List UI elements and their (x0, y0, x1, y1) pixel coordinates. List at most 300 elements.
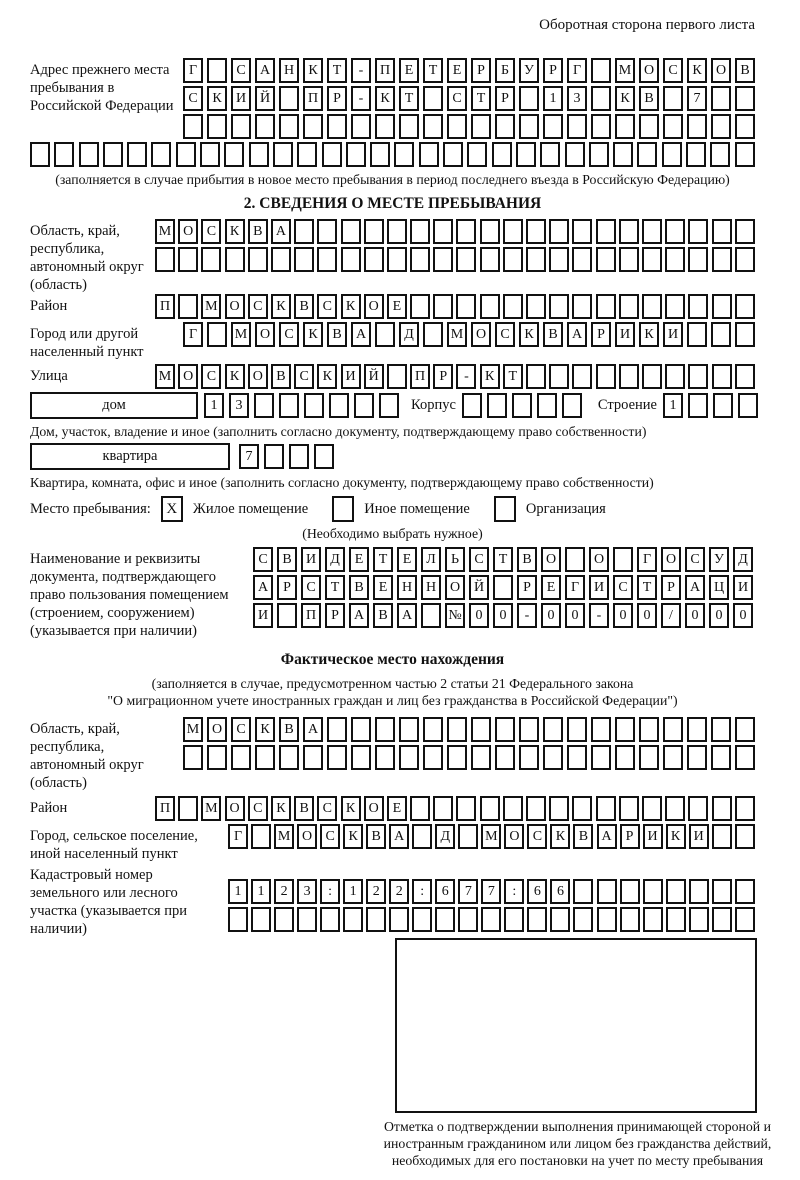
char-box[interactable] (596, 294, 616, 319)
char-box[interactable] (549, 796, 569, 821)
char-box[interactable]: Е (387, 294, 407, 319)
char-box[interactable] (519, 114, 539, 139)
char-box[interactable] (549, 294, 569, 319)
char-box[interactable] (689, 879, 709, 904)
char-box[interactable]: И (231, 86, 251, 111)
char-box[interactable]: В (366, 824, 386, 849)
char-box[interactable]: С (201, 219, 221, 244)
char-box[interactable]: О (364, 796, 384, 821)
char-box[interactable]: Д (733, 547, 753, 572)
char-box[interactable]: М (615, 58, 635, 83)
char-box[interactable] (183, 745, 203, 770)
char-box[interactable] (619, 219, 639, 244)
char-box[interactable] (271, 247, 291, 272)
char-box[interactable]: К (519, 322, 539, 347)
char-box[interactable]: Р (543, 58, 563, 83)
char-box[interactable] (567, 114, 587, 139)
char-box[interactable] (712, 907, 732, 932)
char-box[interactable]: И (733, 575, 753, 600)
char-box[interactable]: С (201, 364, 221, 389)
char-box[interactable] (572, 294, 592, 319)
char-box[interactable]: А (567, 322, 587, 347)
char-box[interactable] (735, 907, 755, 932)
char-box[interactable]: Б (495, 58, 515, 83)
char-box[interactable]: - (351, 86, 371, 111)
char-box[interactable] (665, 294, 685, 319)
char-box[interactable]: О (207, 717, 227, 742)
char-box[interactable]: И (615, 322, 635, 347)
char-box[interactable] (565, 142, 585, 167)
char-box[interactable] (567, 717, 587, 742)
char-box[interactable] (412, 907, 432, 932)
char-box[interactable]: - (589, 603, 609, 628)
char-box[interactable]: К (341, 796, 361, 821)
char-box[interactable] (643, 879, 663, 904)
char-box[interactable] (255, 745, 275, 770)
char-box[interactable]: А (349, 603, 369, 628)
char-box[interactable] (615, 745, 635, 770)
char-box[interactable] (433, 294, 453, 319)
char-box[interactable] (255, 114, 275, 139)
char-box[interactable] (615, 114, 635, 139)
char-box[interactable]: П (410, 364, 430, 389)
char-box[interactable]: - (456, 364, 476, 389)
char-box[interactable] (666, 907, 686, 932)
char-box[interactable]: Й (469, 575, 489, 600)
char-box[interactable] (297, 907, 317, 932)
char-box[interactable] (619, 364, 639, 389)
char-box[interactable]: И (253, 603, 273, 628)
char-box[interactable] (79, 142, 99, 167)
char-box[interactable]: С (320, 824, 340, 849)
char-box[interactable] (519, 745, 539, 770)
char-box[interactable]: О (639, 58, 659, 83)
char-box[interactable] (687, 322, 707, 347)
char-box[interactable] (375, 114, 395, 139)
char-box[interactable] (712, 364, 732, 389)
char-box[interactable] (549, 364, 569, 389)
char-box[interactable]: В (373, 603, 393, 628)
char-box[interactable] (596, 219, 616, 244)
char-box[interactable]: Е (397, 547, 417, 572)
char-box[interactable] (249, 142, 269, 167)
char-box[interactable] (387, 364, 407, 389)
char-box[interactable]: Т (373, 547, 393, 572)
char-box[interactable] (665, 364, 685, 389)
char-box[interactable] (687, 717, 707, 742)
char-box[interactable]: У (709, 547, 729, 572)
char-box[interactable] (327, 114, 347, 139)
char-box[interactable]: М (231, 322, 251, 347)
char-box[interactable] (343, 907, 363, 932)
char-box[interactable]: О (225, 796, 245, 821)
char-box[interactable] (519, 717, 539, 742)
char-box[interactable]: О (589, 547, 609, 572)
char-box[interactable] (503, 247, 523, 272)
char-box[interactable] (735, 879, 755, 904)
char-box[interactable] (688, 247, 708, 272)
char-box[interactable]: С (447, 86, 467, 111)
char-box[interactable] (526, 796, 546, 821)
char-box[interactable] (410, 294, 430, 319)
char-box[interactable] (710, 142, 730, 167)
char-box[interactable] (550, 907, 570, 932)
char-box[interactable]: 3 (229, 393, 249, 418)
char-box[interactable] (573, 907, 593, 932)
char-box[interactable] (619, 796, 639, 821)
char-box[interactable]: Й (364, 364, 384, 389)
char-box[interactable] (572, 364, 592, 389)
char-box[interactable] (294, 219, 314, 244)
char-box[interactable] (351, 717, 371, 742)
char-box[interactable]: 2 (274, 879, 294, 904)
char-box[interactable] (735, 142, 755, 167)
char-box[interactable]: 7 (687, 86, 707, 111)
char-box[interactable] (589, 142, 609, 167)
char-box[interactable]: 2 (389, 879, 409, 904)
char-box[interactable]: В (573, 824, 593, 849)
char-box[interactable] (619, 247, 639, 272)
char-box[interactable] (423, 745, 443, 770)
char-box[interactable]: 7 (239, 444, 259, 469)
char-box[interactable] (662, 142, 682, 167)
char-box[interactable] (435, 907, 455, 932)
char-box[interactable]: Р (620, 824, 640, 849)
char-box[interactable] (379, 393, 399, 418)
char-box[interactable] (471, 717, 491, 742)
char-box[interactable]: Е (387, 796, 407, 821)
char-box[interactable] (735, 322, 755, 347)
char-box[interactable] (572, 796, 592, 821)
char-box[interactable]: О (178, 364, 198, 389)
char-box[interactable]: В (517, 547, 537, 572)
char-box[interactable]: О (248, 364, 268, 389)
char-box[interactable] (480, 796, 500, 821)
char-box[interactable]: Д (325, 547, 345, 572)
char-box[interactable] (689, 907, 709, 932)
char-box[interactable] (613, 142, 633, 167)
char-box[interactable] (423, 717, 443, 742)
char-box[interactable] (354, 393, 374, 418)
char-box[interactable]: : (412, 879, 432, 904)
char-box[interactable]: 0 (637, 603, 657, 628)
char-box[interactable] (711, 745, 731, 770)
char-box[interactable] (526, 219, 546, 244)
char-box[interactable] (591, 745, 611, 770)
char-box[interactable] (735, 114, 755, 139)
char-box[interactable] (688, 796, 708, 821)
char-box[interactable] (735, 86, 755, 111)
char-box[interactable]: С (317, 294, 337, 319)
char-box[interactable]: С (248, 796, 268, 821)
char-box[interactable] (549, 247, 569, 272)
char-box[interactable] (303, 745, 323, 770)
char-box[interactable]: Т (471, 86, 491, 111)
char-box[interactable]: Г (567, 58, 587, 83)
char-box[interactable] (458, 907, 478, 932)
char-box[interactable] (619, 294, 639, 319)
char-box[interactable] (549, 219, 569, 244)
char-box[interactable]: С (231, 717, 251, 742)
char-box[interactable] (225, 247, 245, 272)
char-box[interactable] (447, 717, 467, 742)
char-box[interactable]: О (711, 58, 731, 83)
char-box[interactable] (304, 393, 324, 418)
char-box[interactable] (504, 907, 524, 932)
char-box[interactable]: М (155, 219, 175, 244)
char-box[interactable] (687, 745, 707, 770)
char-box[interactable] (503, 294, 523, 319)
char-box[interactable] (54, 142, 74, 167)
char-box[interactable]: Г (637, 547, 657, 572)
char-box[interactable]: 6 (550, 879, 570, 904)
char-box[interactable]: М (481, 824, 501, 849)
char-box[interactable] (419, 142, 439, 167)
char-box[interactable]: 1 (543, 86, 563, 111)
char-box[interactable]: В (543, 322, 563, 347)
char-box[interactable] (231, 745, 251, 770)
char-box[interactable] (327, 717, 347, 742)
char-box[interactable] (387, 247, 407, 272)
char-box[interactable]: В (279, 717, 299, 742)
char-box[interactable]: - (351, 58, 371, 83)
char-box[interactable]: И (663, 322, 683, 347)
char-box[interactable] (279, 86, 299, 111)
char-box[interactable] (228, 907, 248, 932)
char-box[interactable] (480, 219, 500, 244)
char-box[interactable] (423, 322, 443, 347)
char-box[interactable]: И (341, 364, 361, 389)
char-box[interactable]: Р (591, 322, 611, 347)
char-box[interactable]: Т (493, 547, 513, 572)
char-box[interactable]: О (661, 547, 681, 572)
char-box[interactable] (663, 717, 683, 742)
char-box[interactable] (687, 114, 707, 139)
char-box[interactable] (317, 219, 337, 244)
stay-type-checkbox-residential[interactable]: X (161, 496, 183, 522)
char-box[interactable] (389, 907, 409, 932)
char-box[interactable]: 1 (204, 393, 224, 418)
char-box[interactable] (711, 717, 731, 742)
char-box[interactable] (665, 796, 685, 821)
char-box[interactable] (375, 322, 395, 347)
char-box[interactable] (686, 142, 706, 167)
char-box[interactable] (264, 444, 284, 469)
char-box[interactable]: К (480, 364, 500, 389)
char-box[interactable]: Н (421, 575, 441, 600)
char-box[interactable] (103, 142, 123, 167)
char-box[interactable] (327, 745, 347, 770)
char-box[interactable] (254, 393, 274, 418)
char-box[interactable] (735, 745, 755, 770)
char-box[interactable]: № (445, 603, 465, 628)
char-box[interactable]: И (643, 824, 663, 849)
char-box[interactable] (596, 364, 616, 389)
char-box[interactable] (642, 364, 662, 389)
char-box[interactable] (127, 142, 147, 167)
char-box[interactable]: С (469, 547, 489, 572)
char-box[interactable] (322, 142, 342, 167)
char-box[interactable]: - (517, 603, 537, 628)
char-box[interactable] (688, 219, 708, 244)
char-box[interactable]: Р (661, 575, 681, 600)
char-box[interactable]: О (255, 322, 275, 347)
char-box[interactable]: Н (279, 58, 299, 83)
char-box[interactable]: Р (517, 575, 537, 600)
char-box[interactable] (294, 247, 314, 272)
char-box[interactable]: А (685, 575, 705, 600)
char-box[interactable] (471, 114, 491, 139)
char-box[interactable] (493, 575, 513, 600)
char-box[interactable] (688, 393, 708, 418)
char-box[interactable]: А (271, 219, 291, 244)
char-box[interactable]: В (248, 219, 268, 244)
char-box[interactable] (303, 114, 323, 139)
char-box[interactable]: Г (183, 322, 203, 347)
char-box[interactable]: 0 (733, 603, 753, 628)
char-box[interactable] (712, 879, 732, 904)
char-box[interactable] (543, 717, 563, 742)
char-box[interactable]: С (279, 322, 299, 347)
char-box[interactable] (712, 824, 732, 849)
char-box[interactable] (495, 745, 515, 770)
char-box[interactable] (394, 142, 414, 167)
char-box[interactable] (423, 114, 443, 139)
char-box[interactable]: Е (373, 575, 393, 600)
char-box[interactable]: А (397, 603, 417, 628)
char-box[interactable]: М (155, 364, 175, 389)
char-box[interactable]: С (301, 575, 321, 600)
char-box[interactable]: 7 (458, 879, 478, 904)
char-box[interactable]: Ь (445, 547, 465, 572)
char-box[interactable]: М (201, 294, 221, 319)
char-box[interactable] (364, 219, 384, 244)
char-box[interactable] (487, 393, 507, 418)
char-box[interactable]: В (349, 575, 369, 600)
char-box[interactable] (711, 114, 731, 139)
char-box[interactable] (537, 393, 557, 418)
char-box[interactable] (711, 86, 731, 111)
char-box[interactable]: К (687, 58, 707, 83)
char-box[interactable] (735, 796, 755, 821)
char-box[interactable]: К (271, 796, 291, 821)
char-box[interactable] (317, 247, 337, 272)
char-box[interactable] (666, 879, 686, 904)
char-box[interactable] (248, 247, 268, 272)
char-box[interactable]: 1 (251, 879, 271, 904)
char-box[interactable]: 7 (481, 879, 501, 904)
char-box[interactable] (207, 58, 227, 83)
char-box[interactable] (512, 393, 532, 418)
char-box[interactable] (642, 294, 662, 319)
char-box[interactable]: 0 (493, 603, 513, 628)
char-box[interactable] (738, 393, 758, 418)
char-box[interactable] (178, 247, 198, 272)
char-box[interactable]: С (495, 322, 515, 347)
char-box[interactable]: Е (447, 58, 467, 83)
char-box[interactable] (495, 717, 515, 742)
char-box[interactable] (279, 393, 299, 418)
char-box[interactable] (543, 745, 563, 770)
char-box[interactable]: С (685, 547, 705, 572)
char-box[interactable] (462, 393, 482, 418)
char-box[interactable]: С (613, 575, 633, 600)
char-box[interactable] (503, 796, 523, 821)
char-box[interactable] (443, 142, 463, 167)
char-box[interactable]: К (303, 58, 323, 83)
char-box[interactable]: У (519, 58, 539, 83)
char-box[interactable] (639, 745, 659, 770)
char-box[interactable] (480, 247, 500, 272)
char-box[interactable] (329, 393, 349, 418)
char-box[interactable] (567, 745, 587, 770)
char-box[interactable] (639, 114, 659, 139)
char-box[interactable] (597, 879, 617, 904)
char-box[interactable] (273, 142, 293, 167)
char-box[interactable] (735, 717, 755, 742)
char-box[interactable]: А (351, 322, 371, 347)
char-box[interactable] (370, 142, 390, 167)
char-box[interactable]: А (253, 575, 273, 600)
char-box[interactable] (178, 294, 198, 319)
char-box[interactable] (471, 745, 491, 770)
char-box[interactable] (735, 219, 755, 244)
char-box[interactable]: В (271, 364, 291, 389)
char-box[interactable]: Т (423, 58, 443, 83)
char-box[interactable]: О (297, 824, 317, 849)
char-box[interactable] (620, 907, 640, 932)
char-box[interactable]: О (178, 219, 198, 244)
char-box[interactable]: 6 (435, 879, 455, 904)
char-box[interactable]: Р (327, 86, 347, 111)
char-box[interactable]: 0 (613, 603, 633, 628)
char-box[interactable]: Е (541, 575, 561, 600)
char-box[interactable] (467, 142, 487, 167)
char-box[interactable]: К (615, 86, 635, 111)
char-box[interactable] (526, 247, 546, 272)
char-box[interactable] (151, 142, 171, 167)
char-box[interactable]: 0 (541, 603, 561, 628)
char-box[interactable] (519, 86, 539, 111)
char-box[interactable] (251, 824, 271, 849)
char-box[interactable]: И (689, 824, 709, 849)
char-box[interactable]: О (504, 824, 524, 849)
char-box[interactable] (572, 247, 592, 272)
char-box[interactable]: 3 (297, 879, 317, 904)
char-box[interactable]: Т (503, 364, 523, 389)
char-box[interactable] (573, 879, 593, 904)
char-box[interactable]: Й (255, 86, 275, 111)
char-box[interactable] (201, 247, 221, 272)
char-box[interactable] (620, 879, 640, 904)
char-box[interactable] (207, 322, 227, 347)
char-box[interactable] (503, 219, 523, 244)
char-box[interactable] (207, 745, 227, 770)
char-box[interactable]: В (277, 547, 297, 572)
char-box[interactable] (155, 247, 175, 272)
char-box[interactable] (735, 247, 755, 272)
char-box[interactable]: С (253, 547, 273, 572)
char-box[interactable] (178, 796, 198, 821)
char-box[interactable] (643, 907, 663, 932)
char-box[interactable] (735, 364, 755, 389)
char-box[interactable] (176, 142, 196, 167)
char-box[interactable]: Р (433, 364, 453, 389)
char-box[interactable]: К (317, 364, 337, 389)
char-box[interactable] (375, 745, 395, 770)
char-box[interactable]: В (294, 294, 314, 319)
char-box[interactable]: К (375, 86, 395, 111)
